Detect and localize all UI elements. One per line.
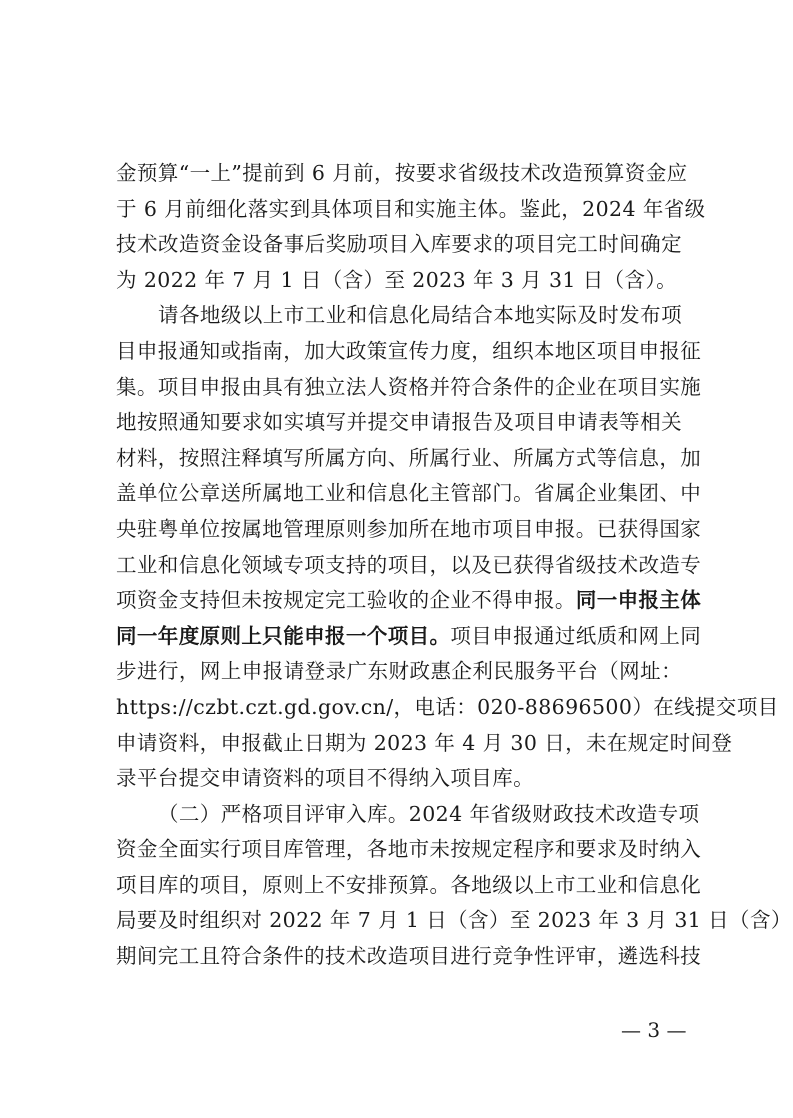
paragraph-2-line-9-text: 项资金支持但未按规定完工验收的企业不得申报。 [116,588,576,613]
paragraph-3-line-4: 局要及时组织对 2022 年 7 月 1 日（含）至 2023 年 3 月 31 日（含） [116,908,792,933]
paragraph-2-line-6: 盖单位公章送所属地工业和信息化主管部门。省属企业集团、中 [116,481,702,506]
paragraph-2-line-5: 材料，按照注释填写所属方向、所属行业、所属方式等信息，加 [116,445,702,470]
paragraph-2-line-11: 步进行，网上申报请登录广东财政惠企利民服务平台（网址： [116,659,682,684]
paragraph-2-line-8: 工业和信息化领域专项支持的项目，以及已获得省级技术改造专 [116,552,702,577]
paragraph-2-line-14: 录平台提交申请资料的项目不得纳入项目库。 [116,766,534,791]
paragraph-1-line-2: 于 6 月前细化落实到具体项目和实施主体。鉴此，2024 年省级 [116,196,706,221]
paragraph-2-line-13: 申请资料，申报截止日期为 2023 年 4 月 30 日，未在规定时间登 [116,730,733,755]
paragraph-1-line-4: 为 2022 年 7 月 1 日（含）至 2023 年 3 月 31 日（含）。 [116,267,678,292]
document-body [116,156,792,975]
paragraph-2-line-2: 目申报通知或指南，加大政策宣传力度，组织本地区项目申报征 [116,338,702,363]
paragraph-1-line-1: 金预算“一上”提前到 6 月前，按要求省级技术改造预算资金应 [116,161,688,185]
paragraph-2-line-9 [116,583,702,619]
bold-emphasis-2: 同一年度原则上只能申报一个项目。 [116,623,451,648]
paragraph-2-line-12: https://czbt.czt.gd.gov.cn/，电话：020-88696500）在线提交项目 [116,694,779,719]
paragraph-3-line-1: （二）严格项目评审入库。2024 年省级财政技术改造专项 [158,801,700,826]
paragraph-2-line-10 [116,619,702,655]
paragraph-2-line-7: 央驻粤单位按属地管理原则参加所在地市项目申报。已获得国家 [116,516,702,541]
paragraph-2-line-3: 集。项目申报由具有独立法人资格并符合条件的企业在项目实施 [116,374,702,399]
page-number: — 3 — [621,1018,687,1042]
paragraph-2-line-10-text: 项目申报通过纸质和网上同 [450,623,702,648]
paragraph-3-line-2: 资金全面实行项目库管理，各地市未按规定程序和要求及时纳入 [116,837,702,862]
paragraph-3-line-5: 期间完工且符合条件的技术改造项目进行竞争性评审，遴选科技 [116,944,702,969]
paragraph-2-line-4: 地按照通知要求如实填写并提交申请报告及项目申请表等相关 [116,410,682,435]
paragraph-1-line-3: 技术改造资金设备事后奖励项目入库要求的项目完工时间确定 [116,232,682,257]
paragraph-2-line-1: 请各地级以上市工业和信息化局结合本地实际及时发布项 [158,303,682,328]
bold-emphasis-1: 同一申报主体 [575,588,702,613]
paragraph-3-line-3: 项目库的项目，原则上不安排预算。各地级以上市工业和信息化 [116,872,702,897]
